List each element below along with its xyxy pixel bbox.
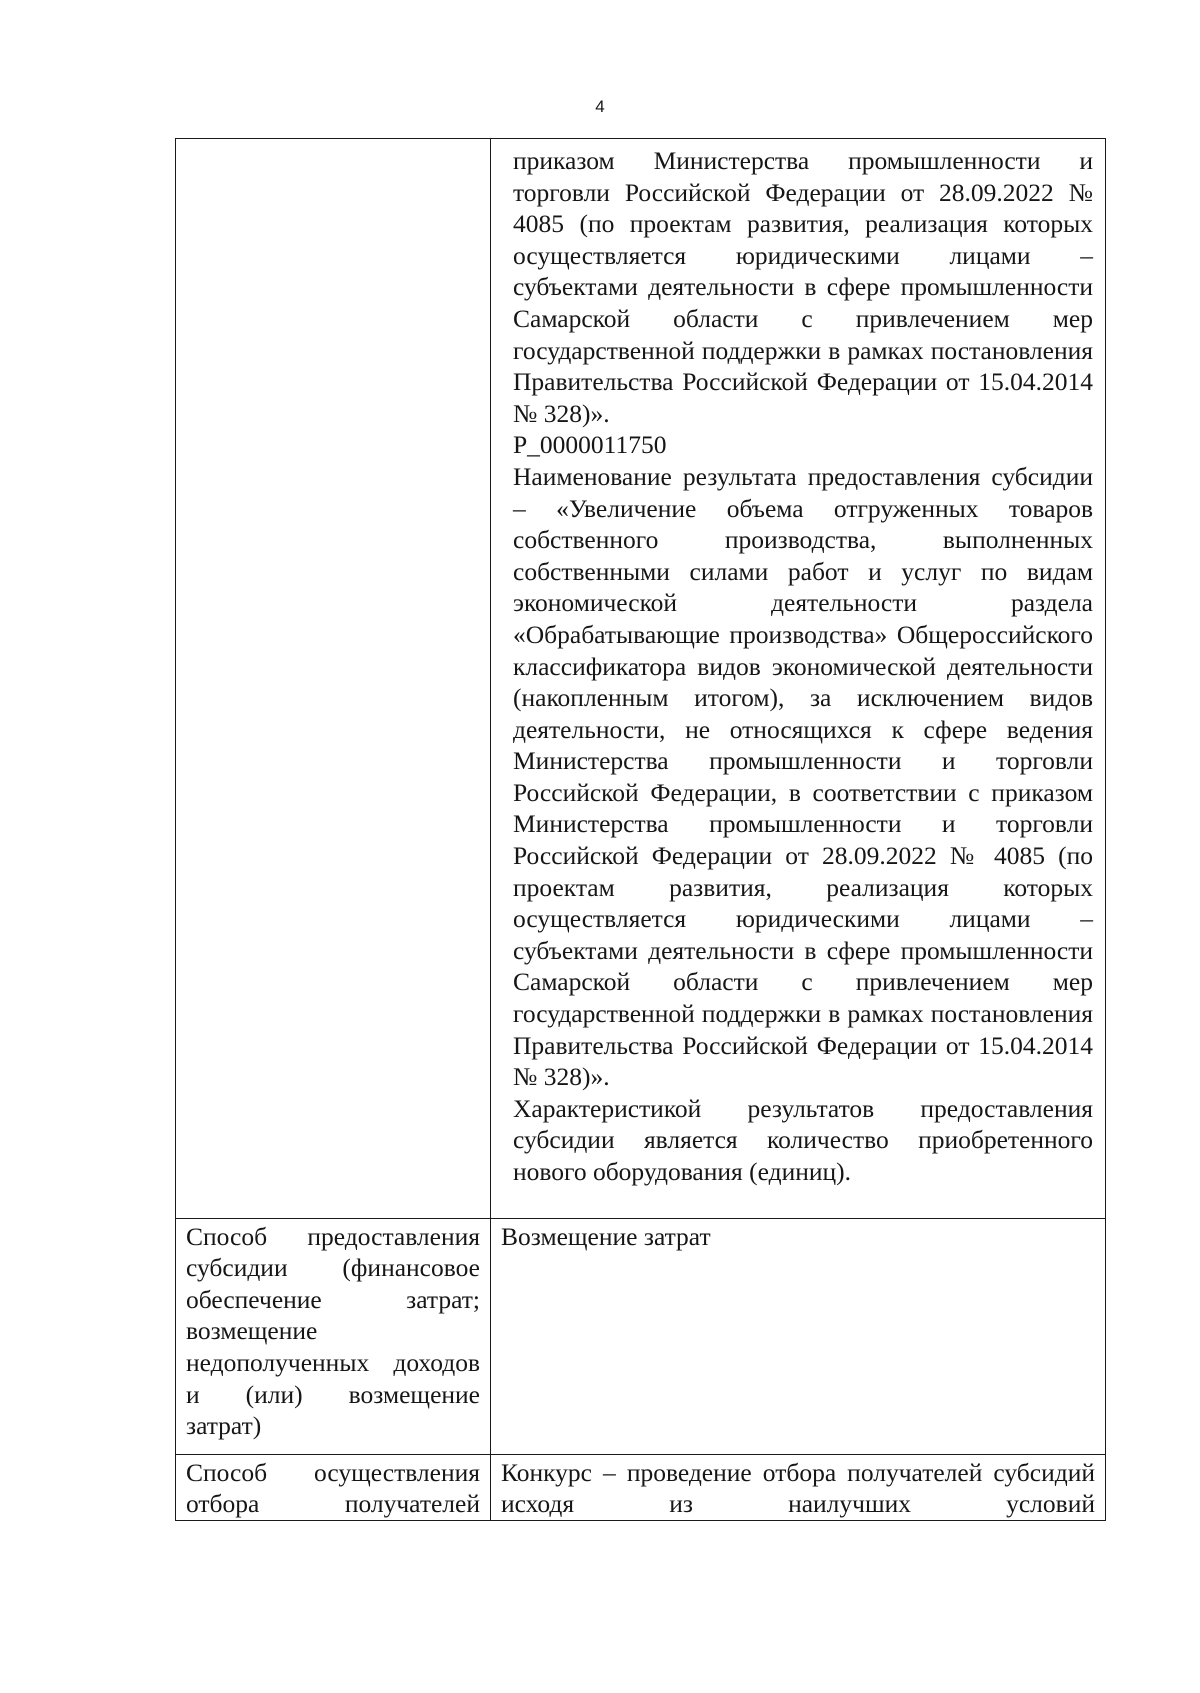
selection-value: Конкурс – проведение отбора получателей субсидий исходя из наилучших условий: [501, 1457, 1095, 1519]
result-characteristic-paragraph: Характеристикой результатов предоставления субсидии является количество приобретенного нового оборудования (единиц).: [513, 1093, 1093, 1186]
subsidy-table: [175, 138, 1106, 1521]
selection-label: Способ осуществления отбора получателей: [186, 1457, 480, 1519]
page-number: 4: [595, 97, 605, 116]
selection-label-cell: [176, 1454, 491, 1520]
table-row-result: [176, 139, 1106, 1219]
method-value-cell: [491, 1218, 1106, 1454]
result-description-cell: [491, 139, 1106, 1219]
table-row-selection: [176, 1454, 1106, 1520]
result-code: P_0000011750: [513, 430, 667, 460]
method-label-cell: [176, 1218, 491, 1454]
table-cell-empty: [176, 139, 491, 1219]
result-name-paragraph: Наименование результата предоставления субсидии – «Увеличение объема отгруженных товаров собственного производства, выполненных собственными силами работ и услуг по видам экономической деятельности раздела «Обрабатывающие производства» Общероссийского классификатора видов экономической деятельности (накопленным итогом), за исключением видов деятельности, не относящихся к сфере ведения Министерства промышленности и торговли Российской Федерации, в соответствии с приказом Министерства промышленности и торговли Российской Федерации от 28.09.2022 № 4085 (по проектам развития, реализация которых осуществляется юридическими лицами – субъектами деятельности в сфере промышленности Самарской области с привлечением мер государственной поддержки в рамках постановления Правительства Российской Федерации от 15.04.2014 № 328)».: [513, 461, 1093, 1092]
result-order-paragraph: приказом Министерства промышленности и торговли Российской Федерации от 28.09.2022 № 4085 (по проектам развития, реализация которых осуществляется юридическими лицами – субъектами деятельности в сфере промышленности Самарской области с привлечением мер государственной поддержки в рамках постановления Правительства Российской Федерации от 15.04.2014 № 328)».: [513, 146, 1093, 428]
method-label: Способ предоставления субсидии (финансовое обеспечение затрат; возмещение недополученных доходов и (или) возмещение затрат): [186, 1221, 480, 1441]
selection-value-cell: [491, 1454, 1106, 1520]
method-value: Возмещение затрат: [501, 1221, 711, 1251]
table-row-method: [176, 1218, 1106, 1454]
